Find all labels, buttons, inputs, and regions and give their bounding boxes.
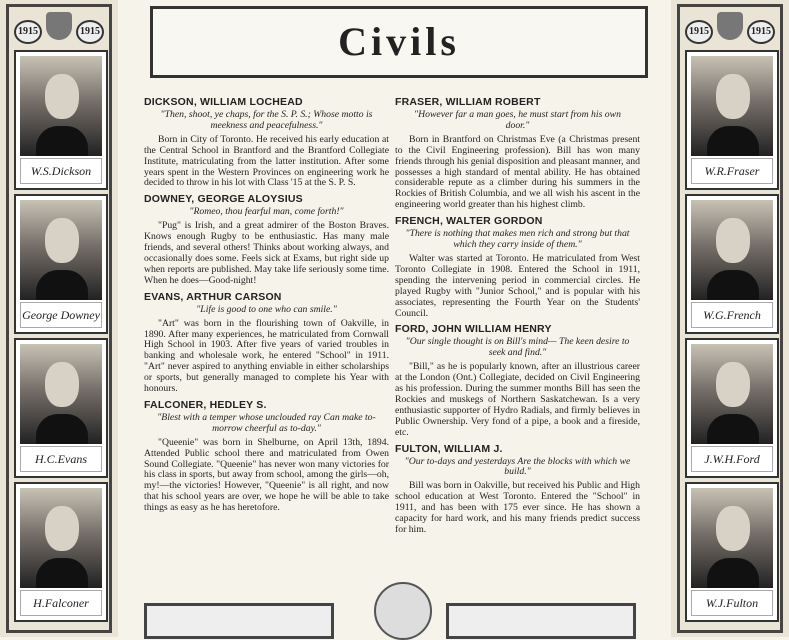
signature: W.R.Fraser xyxy=(691,158,773,184)
footer-ornament xyxy=(144,603,334,639)
entry-french xyxy=(395,215,640,319)
year-badge: 1915 xyxy=(76,20,104,44)
entry-bio: "Queenie" was born in Shelburne, on April 13th, 1894. Attended Public school there and matriculated from Owen Sound Collegiate. "Queenie" has never won many victories for his class in sports, but away from school, among the girls—oh, my!—the victories! However, "Queenie" is all right, and now that his school years are over, we hope he will be able to take things as easy as he has heretofore. xyxy=(144,436,389,514)
entry-fulton xyxy=(395,443,640,536)
page-title: Civils xyxy=(338,19,460,64)
signature: George Downey xyxy=(20,302,102,328)
entry-bio: Born in City of Toronto. He received his early education at the Central School in Brantford and the Brantford Collegiate Institute, matriculating from the latter institution. After some years spent in the Western Provinces on engineering work he decided to throw in his lot with Class '15 at the S. P. S. xyxy=(144,133,389,189)
signature: W.S.Dickson xyxy=(20,158,102,184)
year-badge: 1915 xyxy=(685,20,713,44)
entry-bio: "Pug" is Irish, and a great admirer of the Boston Braves. Knows enough Rugby to be enthusiastic. Has many male friends, and several others! Thinks about working always, and occasionally does some. Feels sick at Exams, but right side up when reports are published. May take life seriously some time. When he does—Good-night! xyxy=(144,220,389,286)
entry-evans xyxy=(144,291,389,395)
portrait-french xyxy=(685,194,779,334)
signature: H.Falconer xyxy=(20,590,102,616)
signature: J.W.H.Ford xyxy=(691,446,773,472)
year-badge: 1915 xyxy=(747,20,775,44)
signature: W.J.Fulton xyxy=(691,590,773,616)
right-text-column xyxy=(395,96,640,540)
portrait-downey xyxy=(14,194,108,334)
entry-bio: Bill was born in Oakville, but received his Public and High school education at West Toronto. Entered the "School" in 1911, and has been with 175 ever since. He has shown a capacity for hard work, and his many friends predict success for him. xyxy=(395,480,640,535)
entry-downey xyxy=(144,193,389,286)
entry-quote: "Our single thought is on Bill's mind— The keen desire to seek and find." xyxy=(405,336,630,359)
entry-name: FRENCH, WALTER GORDON xyxy=(395,215,543,228)
left-text-column xyxy=(144,96,389,518)
footer-ornament xyxy=(446,603,636,639)
entry-quote: "Our to-days and yesterdays Are the blocks with which we build." xyxy=(404,455,631,478)
portrait-fulton xyxy=(685,482,779,622)
entry-name: EVANS, ARTHUR CARSON xyxy=(144,290,282,303)
entry-bio: Born in Brantford on Christmas Eve (a Christmas present to the Civil Engineering profession). Bill has won many friends through his genial disposition and pleasant manner, and possesses a high standard of mental ability. He has obtained considerable repute as a climber during his summers in the Rockies of British Columbia, and we all wish his ascent in the engineering world greater than his highest climb. xyxy=(395,133,640,211)
entry-quote: "Life is good to one who can smile." xyxy=(196,303,337,315)
portrait-ford xyxy=(685,338,779,478)
entry-bio: Walter was started at Toronto. He matriculated from West Toronto Collegiate in 1908. Entered the School in 1911, spending the intervening period in commercial circles. He played Rugby with "Junior School," and is popular with his associates, representing the Fourth Year on the Students' Council. xyxy=(395,252,640,319)
entry-fraser xyxy=(395,96,640,211)
entry-name: FORD, JOHN WILLIAM HENRY xyxy=(395,323,552,336)
entry-quote: "However far a man goes, he must start from his own door." xyxy=(414,109,621,131)
right-portrait-column xyxy=(671,0,789,637)
entry-quote: "Then, shoot, ye chaps, for the S. P. S.; Whose motto is meekness and peacefulness." xyxy=(160,109,373,131)
entry-bio: "Bill," as he is popularly known, after an illustrious career at the London (Ont.) Collegiate, decided on Civil Engineering as his profession. During the summer months Bill has seen the Rockies and muskegs of Northern Saskatchewan. Is a very enthusiastic supporter of Hydro Radials, and firmly believes in Public Ownership. Very fond of a pipe, a book and a fireside, etc. xyxy=(395,361,640,438)
title-banner xyxy=(150,6,648,78)
portrait-dickson xyxy=(14,50,108,190)
left-portrait-column xyxy=(0,0,118,637)
university-seal-icon xyxy=(374,582,432,640)
entry-name: FULTON, WILLIAM J. xyxy=(395,442,503,455)
entry-name: FRASER, WILLIAM ROBERT xyxy=(395,96,541,108)
signature: H.C.Evans xyxy=(20,446,102,472)
portrait-fraser xyxy=(685,50,779,190)
article xyxy=(136,0,656,637)
crest-icon xyxy=(717,12,743,40)
signature: W.G.French xyxy=(691,302,773,328)
entry-name: DOWNEY, GEORGE ALOYSIUS xyxy=(144,193,303,206)
entry-quote: "Blest with a temper whose unclouded ray Can make to-morrow cheerful as to-day." xyxy=(157,411,376,434)
entry-name: FALCONER, HEDLEY S. xyxy=(144,398,267,411)
entry-name: DICKSON, WILLIAM LOCHEAD xyxy=(144,96,303,108)
entry-quote: "There is nothing that makes men rich and strong but that which they carry inside of them." xyxy=(405,228,630,251)
entry-ford xyxy=(395,323,640,438)
entry-falconer xyxy=(144,399,389,514)
class-crest xyxy=(677,8,783,44)
entry-quote: "Romeo, thou fearful man, come forth!" xyxy=(189,206,344,218)
class-crest xyxy=(6,8,112,44)
entry-bio: "Art" was born in the flourishing town of Oakville, in 1890. After many experiences, he matriculated from Cornwall High School in 1903. After five years of varied troubles in banking and wholesale work, he entered "School" in 1911. "Art" never aspired to anything enviable in either scholarships or sports, but generally managed to complete his Year with honours. xyxy=(144,317,389,395)
crest-icon xyxy=(46,12,72,40)
year-badge: 1915 xyxy=(14,20,42,44)
portrait-evans xyxy=(14,338,108,478)
entry-dickson xyxy=(144,96,389,189)
portrait-falconer xyxy=(14,482,108,622)
